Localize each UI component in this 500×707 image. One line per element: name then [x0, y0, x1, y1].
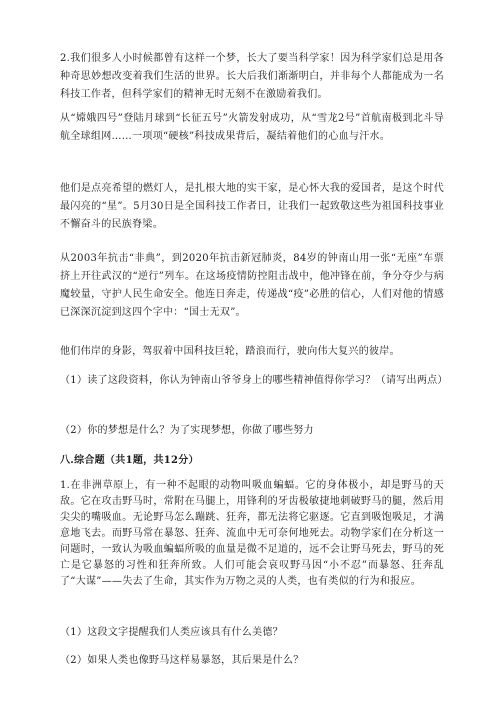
- question-2-intro: 2.我们很多人小时候都曾有这样一个梦，长大了要当科学家！因为科学家们总是用各种奇思妙想改变着我们生活的世界。长大后我们渐渐明白，并非每个人都能成为一名科技工作者，但科学家们的精神无时无刻不在激励着我们。: [60, 53, 444, 100]
- section-heading: 八.综合题（共1题，共12分）: [60, 455, 199, 466]
- passage-paragraph-1: 从“嫦娥四号”登陆月球到“长征五号”火箭发射成功，从“雪龙2号”首航南极到北斗导航全球组网……一项项“硬核”科技成果背后，凝结着他们的心血与汗水。: [60, 113, 444, 142]
- question-1-sub-2: （2）如果人类也像野马这样易暴怒，其后果是什么？: [60, 655, 304, 666]
- question-1-sub-1: （1）这段文字提醒我们人类应该具有什么美德？: [60, 627, 283, 638]
- question-2-sub-2: （2）你的梦想是什么？为了实现梦想，你做了哪些努力: [60, 425, 314, 436]
- question-2-sub-1: （1）读了这段资料，你认为钟南山爷爷身上的哪些精神值得你学习？（请写出两点）: [60, 375, 448, 386]
- question-1-passage: 1.在非洲草原上，有一种不起眼的动物叫吸血蝙蝠。它的身体极小，却是野马的天敌。它在攻击野马时，常附在马腿上，用锋利的牙齿极敏捷地刺破野马的腿，然后用尖尖的嘴吸血。无论野马怎么蹦跳、狂奔，都无法将它驱逐。它直到吸饱吸足，才满意地飞去。而野马常在暴怒、狂奔、流血中无可奈何地死去。动物学家们在分析这一问题时，一致认为吸血蝙蝠所吸的血量是微不足道的，远不会让野马死去，野马的死亡是它暴怒的习性和狂奔所致。人们可能会哀叹野马因“小不忍”而暴怒、狂奔乱了“大谋”——失去了生命，其实作为万物之灵的人类，也有类似的行为和报应。: [60, 480, 444, 587]
- passage-paragraph-3: 从2003年抗击“非典”，到2020年抗击新冠肺炎，84岁的钟南山用一张“无座”车票挤上开往武汉的“逆行”列车。在这场疫情防控阻击战中，他冲锋在前，争分夺少与病魔较量，守护人民生命安全。他连日奔走，传递战“疫”必胜的信心，人们对他的情感已深深沉淀到这四个字中：“国士无双”。: [60, 253, 444, 318]
- passage-paragraph-4: 他们伟岸的身影，驾驭着中国科技巨轮，踏浪而行，驶向伟大复兴的彼岸。: [60, 346, 400, 357]
- passage-paragraph-2: 他们是点亮希望的燃灯人，是扎根大地的实干家，是心怀大我的爱国者，是这个时代最闪亮的“星”。5月30日是全国科技工作者日，让我们一起致敬这些为祖国科技事业不懈奋斗的民族脊梁。: [60, 183, 444, 230]
- document-page: [60, 0, 448, 707]
